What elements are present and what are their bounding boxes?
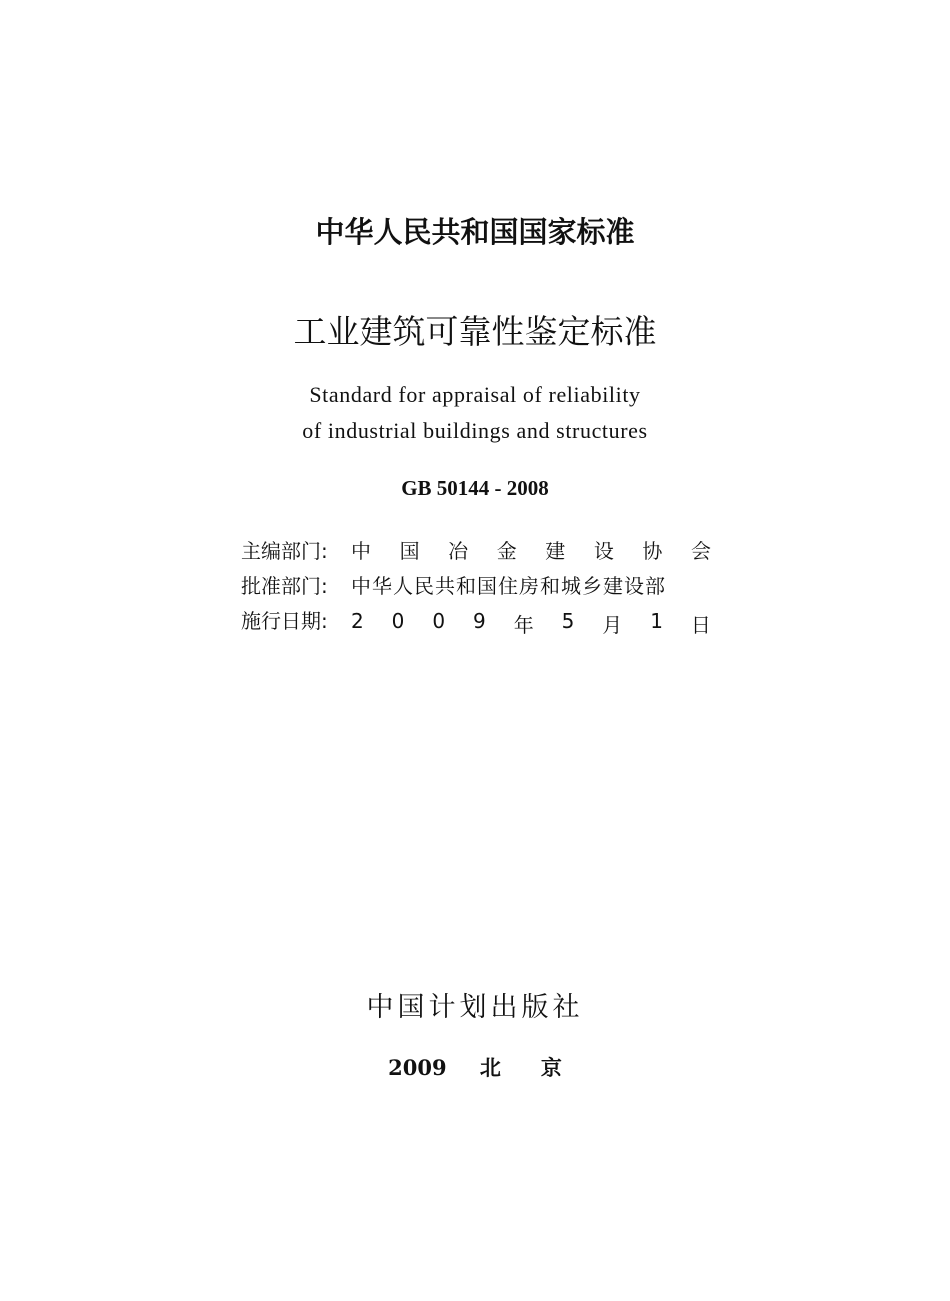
publication-year: 2009 [388,1055,447,1080]
effective-date-char: 1 [650,609,663,633]
chief-editor-label: 主编部门: [241,539,328,563]
effective-date-char: 年 [513,613,534,637]
effective-date-char: 日 [690,613,711,637]
publication-city: 北京 [479,1055,602,1080]
chief-editor-char: 建 [545,539,566,563]
effective-date-char: 5 [561,609,575,633]
effective-date-label: 施行日期: [241,609,328,633]
publication-place-year [0,1052,950,1082]
effective-date-char: 9 [473,609,486,633]
chief-editor-char: 设 [593,539,614,563]
effective-date-row [241,605,711,640]
approval-row [241,570,711,605]
english-title-line-1: Standard for appraisal of reliability [309,382,641,407]
effective-date-char: 2 [351,609,364,633]
publication-info [241,535,711,640]
approval-value: 中华人民共和国住房和城乡建设部 [351,574,666,598]
effective-date-char: 月 [602,613,623,637]
chief-editor-row [241,535,711,570]
chief-editor-char: 会 [690,539,711,563]
chinese-title: 工业建筑可靠性鉴定标准 [293,312,657,351]
english-title [0,377,950,449]
standard-category: 中华人民共和国国家标准 [315,215,635,249]
publisher: 中国计划出版社 [366,992,584,1023]
approval-label: 批准部门: [241,574,328,598]
chief-editor-char: 中 [351,539,371,563]
effective-date-char: 0 [432,609,446,633]
effective-date-char: 0 [391,609,405,633]
effective-date-value [351,609,711,638]
chief-editor-char: 协 [642,539,663,563]
chief-editor-char: 金 [496,539,517,563]
chief-editor-char: 国 [399,539,420,563]
english-title-line-2: of industrial buildings and structures [302,418,648,443]
chief-editor-value [351,535,711,564]
standard-code: GB 50144 - 2008 [401,476,549,500]
chief-editor-char: 冶 [448,539,469,563]
